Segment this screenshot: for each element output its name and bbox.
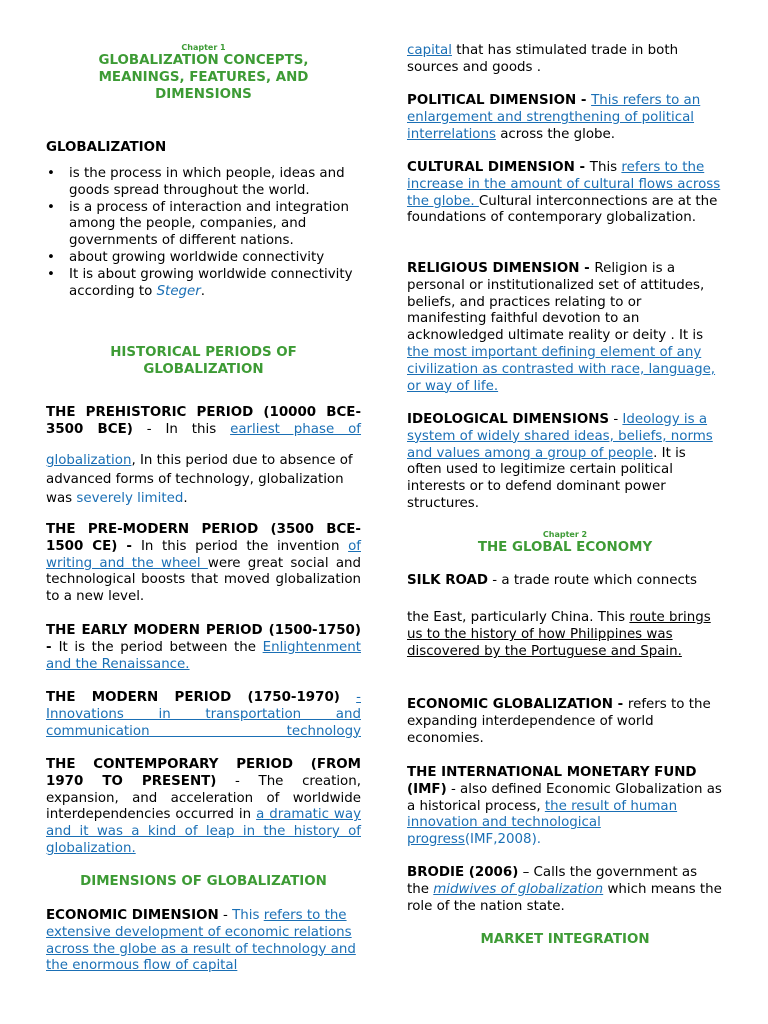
chapter-1-title: GLOBALIZATION CONCEPTS, MEANINGS, FEATURES, AND DIMENSIONS <box>98 53 309 102</box>
cultural-dimension: CULTURAL DIMENSION - This refers to the increase in the amount of cultural flows across the globe. Cultural interconnections are at the foundations of contemporary globalization. <box>407 160 721 226</box>
modern-heading: THE MODERN PERIOD (1750-1970) <box>46 690 357 705</box>
enlightenment-link[interactable]: Enlightenment and the Renaissance. <box>46 639 361 672</box>
economic-dimension-heading: ECONOMIC DIMENSION <box>46 908 219 923</box>
chapter-1-label: Chapter 1 <box>181 43 226 52</box>
steger-link[interactable]: Steger <box>156 283 201 299</box>
prehistoric-period-b: globalization, In this period due to absence of advanced forms of technology, globalization was severely limited. <box>46 453 353 506</box>
silk-road-a: SILK ROAD - a trade route which connects <box>407 573 698 588</box>
religious-dimension-heading: RELIGIOUS DIMENSION - <box>407 261 595 276</box>
civilization-link[interactable]: the most important defining element of any civilization as contrasted with race, language, or way of life. <box>407 344 716 394</box>
imf-heading: THE INTERNATIONAL MONETARY FUND (IMF) <box>407 765 697 797</box>
premodern-heading: THE PRE-MODERN PERIOD (3500 BCE-1500 CE) - <box>46 522 361 554</box>
brodie-heading: BRODIE (2006) <box>407 865 519 880</box>
human-innovation-link[interactable]: the result of human innovation and technological progress <box>407 798 678 848</box>
severely-limited-link[interactable]: severely limited <box>76 491 184 506</box>
prehistoric-heading: THE PREHISTORIC PERIOD (10000 BCE-3500 BCE) <box>46 405 361 437</box>
earliest-phase-link[interactable]: earliest phase of <box>230 421 362 437</box>
modern-period: THE MODERN PERIOD (1750-1970) - Innovations in transportation and communication technology <box>46 690 361 739</box>
premodern-period: THE PRE-MODERN PERIOD (3500 BCE-1500 CE) - In this period the invention of writing and the wheel were great social and technological boosts that moved globalization to a new level. <box>46 522 362 605</box>
economic-globalization-heading: ECONOMIC GLOBALIZATION - <box>407 697 628 712</box>
globalization-heading: GLOBALIZATION <box>46 140 167 155</box>
midwives-link[interactable]: midwives of globalization <box>433 881 604 897</box>
ideological-dimension: IDEOLOGICAL DIMENSIONS - Ideology is a system of widely shared ideas, beliefs, norms and values among a group of people. It is often used to legitimize certain political interests or to defend dominant power structures. <box>407 412 713 511</box>
economic-globalization: ECONOMIC GLOBALIZATION - refers to the expanding interdependence of world economies. <box>407 697 711 746</box>
cultural-flows-link[interactable]: refers to the increase in the amount of cultural flows across the globe. <box>407 160 721 209</box>
bullet-item: • It is about growing worldwide connectivity according to Steger. <box>46 267 361 301</box>
dramatic-way-link[interactable]: a dramatic way and it was a kind of leap in the history of globalization. <box>46 807 361 856</box>
cultural-dimension-heading: CULTURAL DIMENSION - <box>407 160 590 175</box>
historical-periods-title: HISTORICAL PERIODS OF GLOBALIZATION <box>110 345 297 377</box>
early-modern-period: THE EARLY MODERN PERIOD (1500-1750) - It is the period between the Enlightenment and the Renaissance. <box>46 623 361 672</box>
philippines-history-link[interactable]: route brings us to the history of how Philippines was discovered by the Portuguese and Spain. <box>407 610 711 659</box>
political-dimension: POLITICAL DIMENSION - This refers to an enlargement and strengthening of political interrelations across the globe. <box>407 93 701 142</box>
bullet-item: • is the process in which people, ideas and goods spread throughout the world. <box>46 166 361 200</box>
globalization-link[interactable]: globalization <box>46 453 132 468</box>
dimensions-title: DIMENSIONS OF GLOBALIZATION <box>80 874 327 889</box>
bullet-item: • about growing worldwide connectivity <box>46 250 361 267</box>
bullet-item: • is a process of interaction and integration among the people, companies, and governments of different nations. <box>46 200 361 250</box>
silk-road-b: the East, particularly China. This route brings us to the history of how Philippines was discovered by the Portuguese and Spain. <box>407 610 711 659</box>
ideological-dimension-heading: IDEOLOGICAL DIMENSIONS <box>407 412 610 427</box>
chapter-2-title: THE GLOBAL ECONOMY <box>477 540 653 555</box>
economic-dimension-a: ECONOMIC DIMENSION - This refers to the extensive development of economic relations across the globe as a result of technology and the enormous flow of capital <box>46 908 356 974</box>
market-integration-title: MARKET INTEGRATION <box>480 932 650 947</box>
silk-road-heading: SILK ROAD <box>407 573 489 588</box>
globalization-bullets <box>46 166 361 300</box>
writing-wheel-link[interactable]: of writing and the wheel <box>46 538 361 571</box>
chapter-2-label: Chapter 2 <box>542 530 588 539</box>
capital-link[interactable]: capital <box>407 43 452 58</box>
prehistoric-period-a: THE PREHISTORIC PERIOD (10000 BCE-3500 BCE) - In this earliest phase of <box>46 405 362 437</box>
innovations-link[interactable]: Innovations in transportation and communication technology <box>46 706 361 739</box>
contemporary-heading: THE CONTEMPORARY PERIOD (FROM 1970 TO PRESENT) <box>46 757 361 789</box>
ideology-link[interactable]: Ideology is a system of widely shared ideas, beliefs, norms and values among a group of people <box>407 412 713 461</box>
economic-dimension-b: capital that has stimulated trade in both sources and goods . <box>407 43 679 75</box>
political-dimension-heading: POLITICAL DIMENSION - <box>407 93 592 108</box>
political-link[interactable]: This refers to an enlargement and strengthening of political interrelations <box>407 93 701 142</box>
brodie-definition: BRODIE (2006) – Calls the government as the midwives of globalization which means the role of the nation state. <box>407 865 722 914</box>
contemporary-period: THE CONTEMPORARY PERIOD (FROM 1970 TO PRESENT) - The creation, expansion, and acceleration of worldwide interdependencies occurred in a dramatic way and it was a kind of leap in the history of globalization. <box>46 757 361 856</box>
imf-definition: THE INTERNATIONAL MONETARY FUND (IMF) - also defined Economic Globalization as a historical process, the result of human innovation and technological progress(IMF,2008). <box>407 765 722 848</box>
early-modern-heading: THE EARLY MODERN PERIOD (1500-1750) - <box>46 623 361 655</box>
economic-relations-link[interactable]: refers to the extensive development of economic relations across the globe as a result of technology and the enormous flow of capital <box>46 908 356 974</box>
religious-dimension: RELIGIOUS DIMENSION - Religion is a personal or institutionalized set of attitudes, beliefs, and practices relating to or manifesting faithful devotion to an acknowledged ultimate reality or deity . It is the most important defining element of any civilization as contrasted with race, language, or way of life. <box>407 261 716 394</box>
